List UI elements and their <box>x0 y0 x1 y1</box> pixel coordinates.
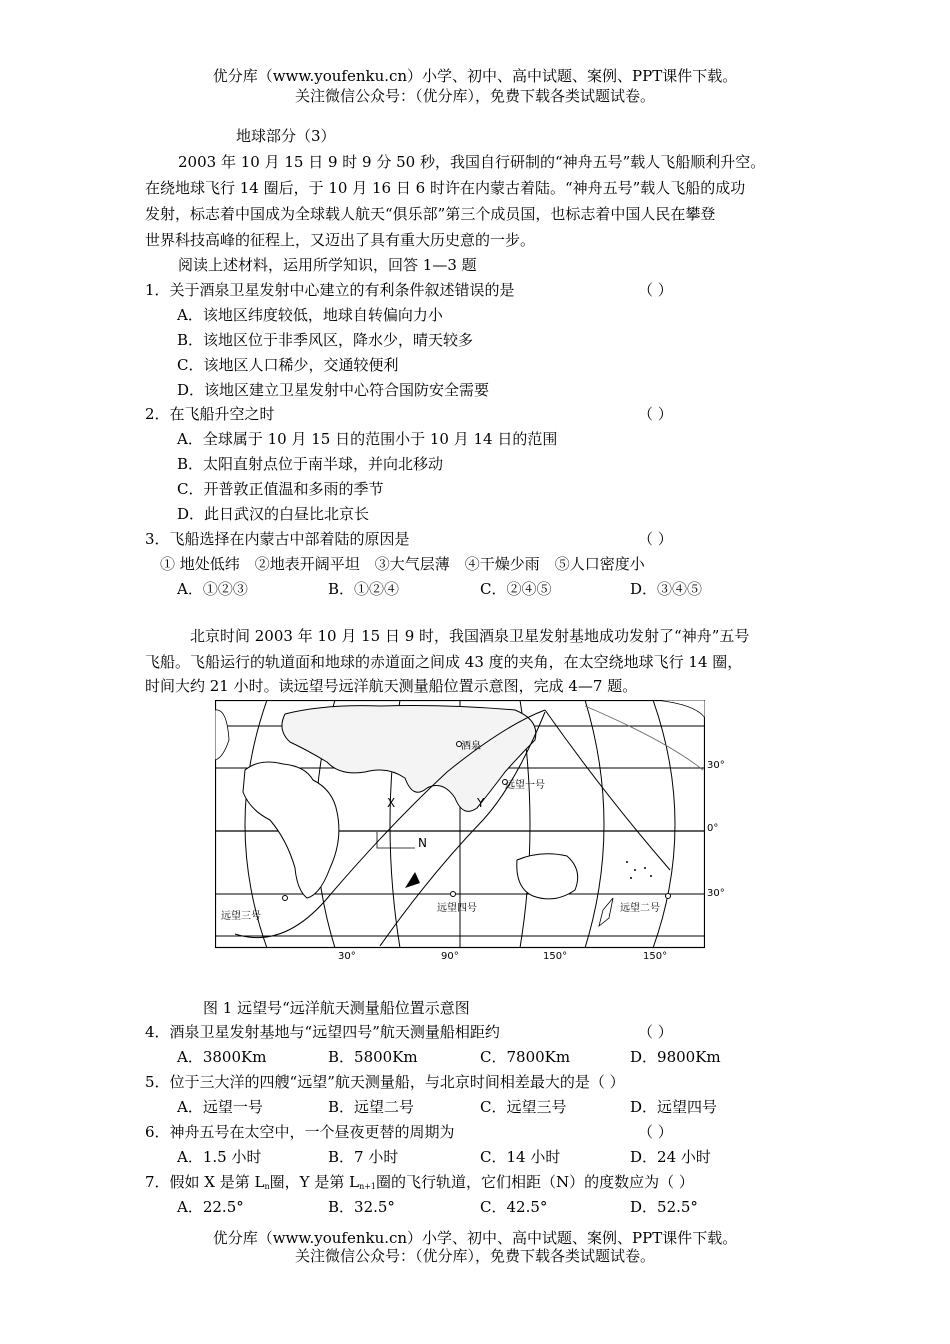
q1-option-c: C．该地区人口稀少，交通较便利 <box>177 356 399 374</box>
yuanwang-position-map <box>215 700 705 950</box>
q7-subscript-n1: n+1 <box>359 1182 377 1191</box>
q2-option-c: C．开普敦正值温和多雨的季节 <box>177 480 384 498</box>
q4-stem: 4．酒泉卫星发射基地与“远望四号”航天测量船相距约 <box>145 1023 500 1041</box>
q7-stem-part-b: 圈，Y 是第 L <box>269 1173 360 1191</box>
q7-stem <box>145 1172 694 1197</box>
q3-answer-blank: （ ） <box>638 530 673 548</box>
footer-line-1: 优分库（www.youfenku.cn）小学、初中、高中试题、案例、PPT课件下载。 <box>212 1229 738 1247</box>
q4-option-d: D．9800Km <box>630 1048 721 1066</box>
footer-line-2: 关注微信公众号：（优分库），免费下载各类试题试卷。 <box>294 1247 655 1265</box>
label-n: N <box>418 836 427 850</box>
q3-choices: ① 地处低纬 ②地表开阔平坦 ③大气层薄 ④干燥少雨 ⑤人口密度小 <box>160 555 645 573</box>
island-dot <box>626 861 628 863</box>
q6-answer-blank: （ ） <box>638 1123 673 1141</box>
q4-option-a: A．3800Km <box>177 1048 267 1066</box>
q2-option-d: D．此日武汉的白昼比北京长 <box>177 505 370 523</box>
q1-option-d: D．该地区建立卫星发射中心符合国防安全需要 <box>177 381 490 399</box>
q3-option-c: C．②④⑤ <box>480 580 552 598</box>
instruction-1: 阅读上述材料，运用所学知识，回答 1—3 题 <box>178 256 477 274</box>
q6-option-c: C．14 小时 <box>480 1148 561 1166</box>
q1-option-b: B．该地区位于非季风区，降水少，晴天较多 <box>177 331 474 349</box>
q6-option-d: D．24 小时 <box>630 1148 711 1166</box>
q2-stem: 2．在飞船升空之时 <box>145 405 275 423</box>
q3-stem: 3．飞船选择在内蒙古中部着陆的原因是 <box>145 530 410 548</box>
q4-option-b: B．5800Km <box>328 1048 418 1066</box>
lon-label-150-east: 150° <box>543 951 568 962</box>
label-y: Y <box>477 796 485 810</box>
q6-option-b: B．7 小时 <box>328 1148 399 1166</box>
q7-stem-part-c: 圈的飞行轨道，它们相距（N）的度数应为（ ） <box>376 1173 694 1191</box>
header-line-2: 关注微信公众号：（优分库），免费下载各类试题试卷。 <box>294 87 655 105</box>
q5-option-d: D．远望四号 <box>630 1098 718 1116</box>
intro2-line-1: 北京时间 2003 年 10 月 15 日 9 时，我国酒泉卫星发射基地成功发射了“神舟”五号 <box>190 627 750 645</box>
q2-option-a: A．全球属于 10 月 15 日的范围小于 10 月 14 日的范围 <box>177 430 558 448</box>
q6-option-a: A．1.5 小时 <box>177 1148 262 1166</box>
q3-option-a: A．①②③ <box>177 580 248 598</box>
q6-stem: 6．神舟五号在太空中，一个昼夜更替的周期为 <box>145 1123 455 1141</box>
yuanwang3-marker <box>283 896 288 901</box>
q5-option-b: B．远望二号 <box>328 1098 415 1116</box>
label-yuanwang4: 远望四号 <box>437 903 477 914</box>
intro1-line-2: 在绕地球飞行 14 圈后，于 10 月 16 日 6 时许在内蒙古着陆。“神舟五号”载人飞船的成功 <box>145 179 746 197</box>
lon-label-150-west: 150° <box>643 951 668 962</box>
q7-stem-part-a: 7．假如 X 是第 L <box>145 1173 265 1191</box>
label-yuanwang3: 远望三号 <box>221 911 261 922</box>
q1-option-a: A．该地区纬度较低，地球自转偏向力小 <box>177 306 443 324</box>
q7-option-b: B．32.5° <box>328 1198 395 1216</box>
island-dot <box>650 875 652 877</box>
figure-caption: 图 1 远望号“远洋航天测量船位置示意图 <box>203 999 470 1017</box>
label-yuanwang2: 远望二号 <box>620 903 660 914</box>
intro2-line-3: 时间大约 21 小时。读远望号远洋航天测量船位置示意图，完成 4—7 题。 <box>145 677 638 695</box>
q7-option-a: A．22.5° <box>177 1198 244 1216</box>
label-yuanwang1: 远望一号 <box>505 780 545 791</box>
island-dot <box>634 869 636 871</box>
q7-subscript-n: n <box>264 1182 270 1191</box>
q3-option-d: D．③④⑤ <box>630 580 703 598</box>
yuanwang4-marker <box>451 892 456 897</box>
q7-option-d: D．52.5° <box>630 1198 698 1216</box>
q5-option-c: C．远望三号 <box>480 1098 567 1116</box>
intro1-line-4: 世界科技高峰的征程上，又迈出了具有重大历史意的一步。 <box>145 231 536 249</box>
q1-answer-blank: （ ） <box>638 281 673 299</box>
intro2-line-2: 飞船。飞船运行的轨道面和地球的赤道面之间成 43 度的夹角，在太空绕地球飞行 14 圈， <box>145 653 743 671</box>
q1-stem: 1．关于酒泉卫星发射中心建立的有利条件叙述错误的是 <box>145 281 515 299</box>
q2-answer-blank: （ ） <box>638 405 673 423</box>
q4-answer-blank: （ ） <box>638 1023 673 1041</box>
q7-option-c: C．42.5° <box>480 1198 548 1216</box>
lon-label-90: 90° <box>441 951 459 962</box>
lat-label-30n: 30° <box>707 760 725 771</box>
header-line-1: 优分库（www.youfenku.cn）小学、初中、高中试题、案例、PPT课件下载。 <box>212 67 738 85</box>
island-dot <box>630 877 632 879</box>
label-x: X <box>387 796 396 810</box>
q2-option-b: B．太阳直射点位于南半球，并向北移动 <box>177 455 444 473</box>
q4-option-c: C．7800Km <box>480 1048 571 1066</box>
lat-label-30s: 30° <box>707 888 725 899</box>
yuanwang2-marker <box>666 894 671 899</box>
lat-label-0: 0° <box>707 823 719 834</box>
label-jiuquan: 酒泉 <box>461 741 481 752</box>
q3-option-b: B．①②④ <box>328 580 400 598</box>
intro1-line-3: 发射，标志着中国成为全球载人航天“俱乐部”第三个成员国，也标志着中国人民在攀登 <box>145 205 716 223</box>
island-dot <box>644 867 646 869</box>
section-title: 地球部分（3） <box>236 127 336 145</box>
q5-option-a: A．远望一号 <box>177 1098 263 1116</box>
intro1-line-1: 2003 年 10 月 15 日 9 时 9 分 50 秒，我国自行研制的“神舟五号”载人飞船顺利升空。 <box>178 153 766 171</box>
lon-label-30: 30° <box>338 951 356 962</box>
q5-stem: 5．位于三大洋的四艘“远望”航天测量船，与北京时间相差最大的是（ ） <box>145 1073 625 1091</box>
